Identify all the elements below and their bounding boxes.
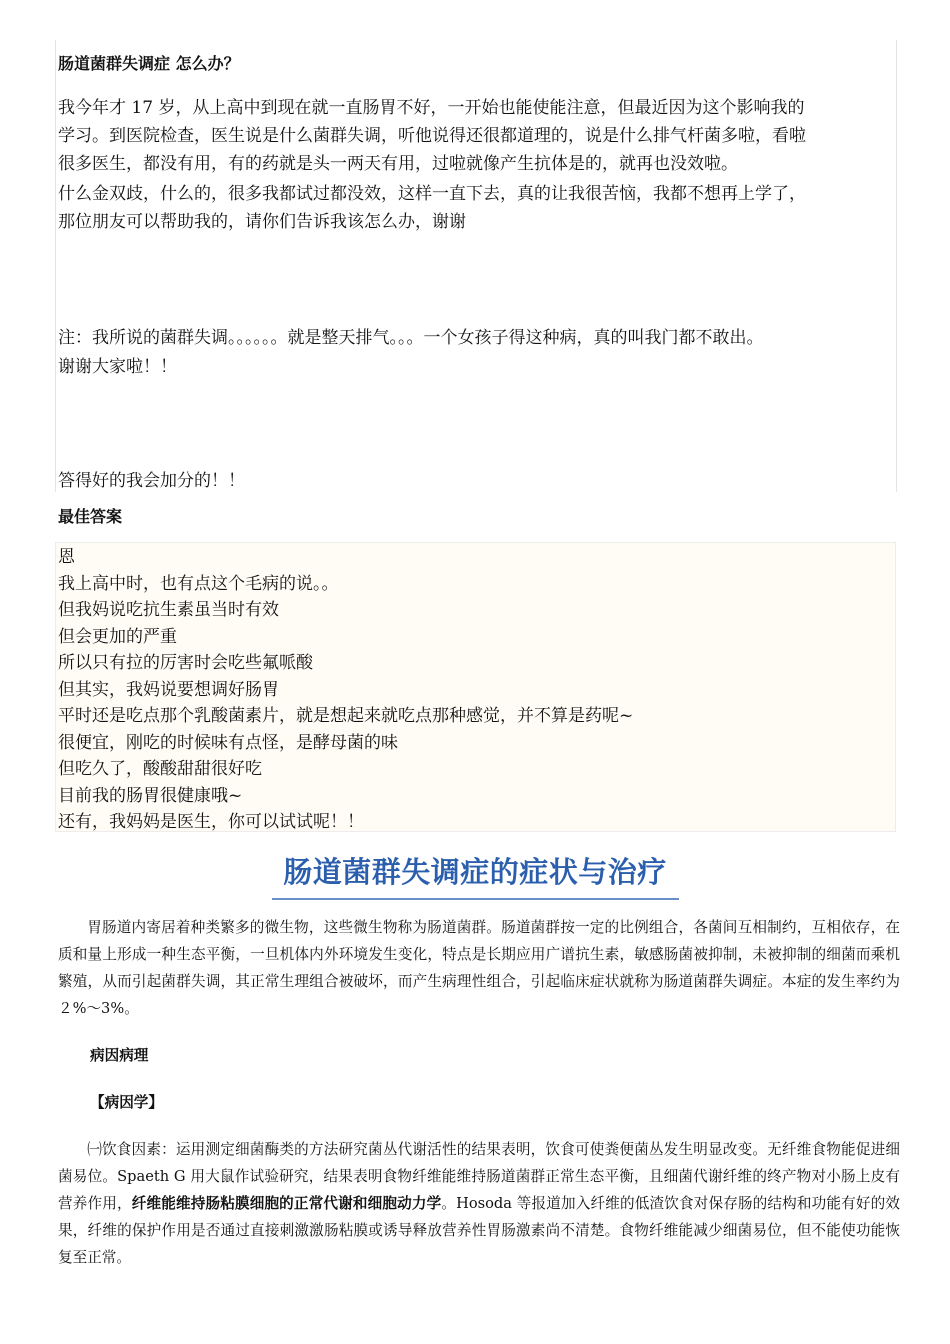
best-answer-label: 最佳答案 <box>58 507 123 526</box>
answer-line: 但其实，我妈说要想调好肠胃 <box>58 679 279 700</box>
question-line: 我今年才 17 岁，从上高中到现在就一直肠胃不好，一开始也能使能注意，但最近因为这个影响我的 <box>58 98 805 118</box>
question-note-line: 注：我所说的菌群失调。。。。。。就是整天排气。。。一个女孩子得这种病，真的叫我门都不敢出。 <box>58 328 764 348</box>
answer-line: 恩 <box>58 547 75 567</box>
question-closing: 答得好的我会加分的！！ <box>58 471 245 491</box>
answer-line: 但吃久了，酸酸甜甜很好吃 <box>58 759 262 779</box>
answer-line: 所以只有拉的厉害时会吃些氟哌酸 <box>58 653 313 673</box>
answer-line: 还有，我妈妈是医生，你可以试试呢！！ <box>58 812 364 832</box>
diet-cause-text-2: 。Hosoda 等报道加入纤维的低渣饮食对保存肠的结构和功能有好的效果，纤维的保护作用是否通过直接刺激激肠粘膜或诱导释放营养性胃肠激素尚不清楚。食物纤维能减少细菌易位，但不能使功能恢复至正常。 <box>58 1195 900 1266</box>
article-title: 肠道菌群失调症的症状与治疗 <box>283 855 667 889</box>
diet-cause-paragraph <box>58 1136 900 1271</box>
answer-line: 但会更加的严重 <box>58 626 177 647</box>
answer-line: 很便宜，刚吃的时候味有点怪，是酵母菌的味 <box>58 732 398 753</box>
question-line: 很多医生，都没有用，有的药就是头一两天有用，过啦就像产生抗体是的，就再也没效啦。 <box>58 154 738 174</box>
answer-line: 目前我的肠胃很健康哦~ <box>58 785 243 806</box>
subsection-heading: 【病因学】 <box>90 1094 163 1111</box>
question-line: 那位朋友可以帮助我的，请你们告诉我该怎么办，谢谢 <box>58 212 466 232</box>
section-heading: 病因病理 <box>90 1047 149 1064</box>
diet-cause-text-1: ㈠饮食因素：运用测定细菌酶类的方法研究菌丛代谢活性的结果表明，饮食可使粪便菌丛发生明显改变。无纤维食物能促进细菌易位。Spaeth G 用大鼠作试验研究，结果表明食物纤维能维持肠道菌群正常生态平衡，且细菌代谢纤维的终产物对小肠上皮有营养作用， <box>58 1141 900 1212</box>
question-note-line: 谢谢大家啦！！ <box>58 357 177 377</box>
question-line: 什么金双歧，什么的，很多我都试过都没效，这样一直下去，真的让我很苦恼，我都不想再上学了， <box>58 184 806 204</box>
article-title-underline <box>272 898 679 900</box>
diet-cause-emphasis: 纤维能维持肠粘膜细胞的正常代谢和细胞动力学 <box>131 1195 442 1212</box>
article-intro-paragraph: 胃肠道内寄居着种类繁多的微生物，这些微生物称为肠道菌群。肠道菌群按一定的比例组合，各菌间互相制约，互相依存，在质和量上形成一种生态平衡，一旦机体内外环境发生变化，特点是长期应用广谱抗生素，敏感肠菌被抑制，未被抑制的细菌而乘机繁殖，从而引起菌群失调，其正常生理组合被破坏，而产生病理性组合，引起临床症状就称为肠道菌群失调症。本症的发生率约为２%～3%。 <box>58 919 900 1017</box>
question-line: 学习。到医院检查，医生说是什么菌群失调，听他说得还很都道理的，说是什么排气杆菌多啦，看啦 <box>58 126 806 146</box>
answer-line: 平时还是吃点那个乳酸菌素片，就是想起来就吃点那种感觉，并不算是药呢~ <box>58 706 634 726</box>
question-title: 肠道菌群失调症 怎么办？ <box>58 54 240 73</box>
best-answer-lines <box>58 544 888 836</box>
answer-line: 我上高中时，也有点这个毛病的说。。 <box>58 573 339 594</box>
answer-line: 但我妈说吃抗生素虽当时有效 <box>58 600 279 620</box>
